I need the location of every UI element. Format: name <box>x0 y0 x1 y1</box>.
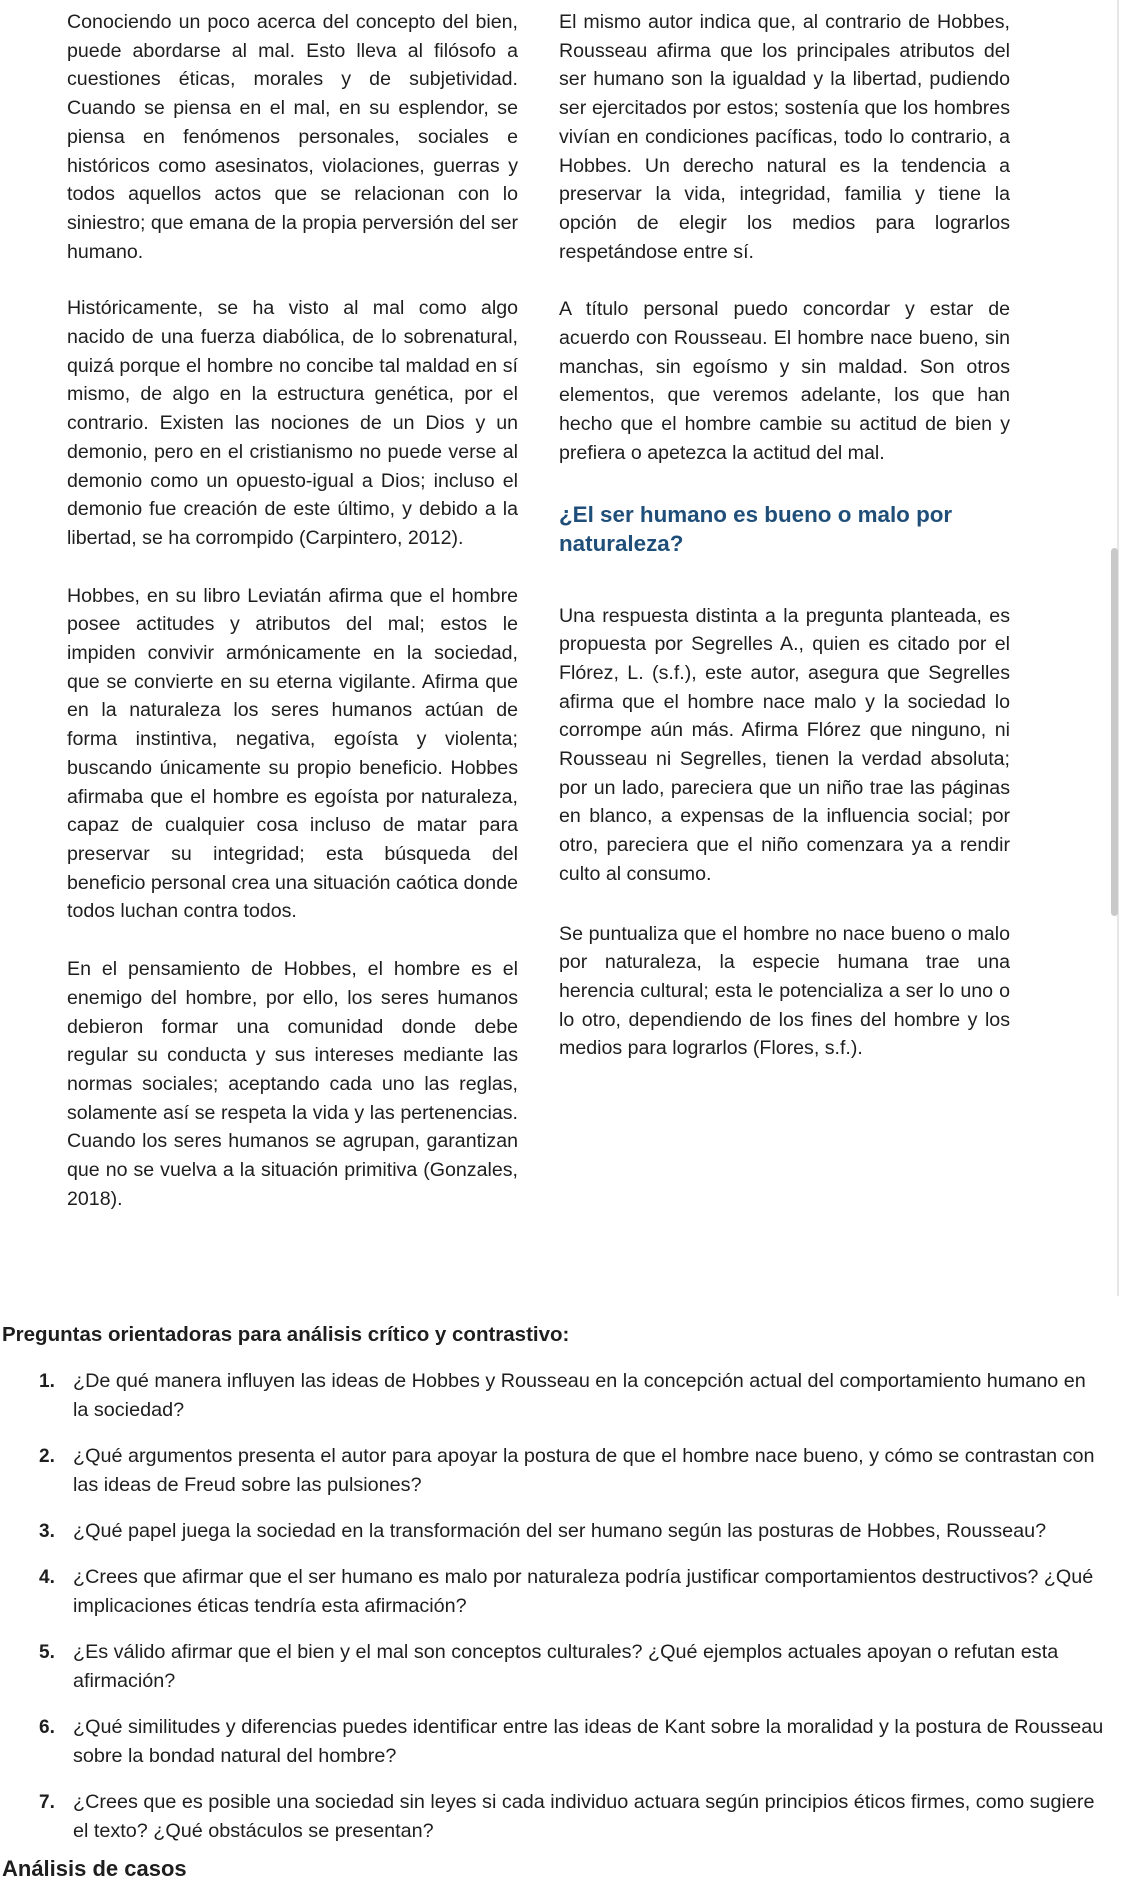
questions-section <box>0 1320 1110 1863</box>
item-text: ¿Qué papel juega la sociedad en la transformación del ser humano según las posturas de Hobbes, Rousseau? <box>73 1520 1047 1542</box>
paragraph: Se puntualiza que el hombre no nace bueno o malo por naturaleza, la especie humana trae una herencia cultural; esta le potencializa a ser lo uno o lo otro, dependiendo de los fines del hombre y los medios para lograrlos (Flores, s.f.). <box>559 922 1010 1060</box>
list-item <box>0 1713 1110 1771</box>
paragraph: Históricamente, se ha visto al mal como algo nacido de una fuerza diabólica, de lo sobrenatural, quizá porque el hombre no concibe tal maldad en sí mismo, de algo en la estructura genética, por el contrario. Existen las nociones de un Dios y un demonio, pero en el cristianismo no puede verse al demonio como un opuesto-igual a Dios; incluso el demonio fue creación de este último, y debido a la libertad, se ha corrompido (Carpintero, 2012). <box>67 297 518 549</box>
item-number: 1. <box>39 1371 55 1392</box>
item-text: ¿Crees que afirmar que el ser humano es malo por naturaleza podría justificar comportamientos destructivos? ¿Qué implicaciones éticas tendría esta afirmación? <box>73 1566 1094 1617</box>
item-number: 7. <box>39 1792 55 1813</box>
paragraph: El mismo autor indica que, al contrario de Hobbes, Rousseau afirma que los principales atributos del ser humano son la igualdad y la libertad, pudiendo ser ejercitados por estos; sostenía que los hombres vivían en condiciones pacíficas, todo lo contrario, a Hobbes. Un derecho natural es la tendencia a preservar la vida, integridad, familia y tiene la opción de elegir los medios para lograrlos respetándose entre sí. <box>559 11 1010 263</box>
list-item <box>0 1367 1110 1425</box>
questions-list <box>0 1367 1110 1846</box>
item-text: ¿Qué similitudes y diferencias puedes identificar entre las ideas de Kant sobre la moralidad y la postura de Rousseau sobre la bondad natural del hombre? <box>73 1716 1104 1767</box>
item-number: 3. <box>39 1521 55 1542</box>
cutoff-heading: Análisis de casos <box>2 1856 187 1881</box>
item-text: ¿De qué manera influyen las ideas de Hobbes y Rousseau en la concepción actual del comportamiento humano en la sociedad? <box>73 1370 1086 1421</box>
paragraph: Hobbes, en su libro Leviatán afirma que el hombre posee actitudes y atributos del mal; estos le impiden convivir armónicamente en la sociedad, que se convierte en su eterna vigilante. Afirma que en la naturaleza los seres humanos actúan de forma instintiva, negativa, egoísta y violenta; buscando únicamente su propio beneficio. Hobbes afirmaba que el hombre es egoísta por naturaleza, capaz de cualquier cosa incluso de matar para preservar su integridad; esta búsqueda del beneficio personal crea una situación caótica donde todos luchan contra todos. <box>67 584 518 923</box>
item-text: ¿Crees que es posible una sociedad sin leyes si cada individuo actuara según principios éticos firmes, como sugiere el texto? ¿Qué obstáculos se presentan? <box>73 1791 1095 1842</box>
paragraph: Una respuesta distinta a la pregunta planteada, es propuesta por Segrelles A., quien es citado por el Flórez, L. (s.f.), este autor, asegura que Segrelles afirma que el hombre nace malo y la sociedad lo corrompe aún más. Afirma Flórez que ninguno, ni Rousseau ni Segrelles, tienen la verdad absoluta; por un lado, pareciera que un niño trae las páginas en blanco, a expensas de la influencia social; por otro, pareciera que el niño comenzara ya a rendir culto al consumo. <box>559 604 1010 885</box>
paragraph: En el pensamiento de Hobbes, el hombre es el enemigo del hombre, por ello, los seres humanos debieron formar una comunidad donde debe regular su conducta y sus intereses mediante las normas sociales; aceptando cada uno las reglas, solamente así se respeta la vida y las pertenencias. Cuando los seres humanos se agrupan, garantizan que no se vuelva a la situación primitiva (Gonzales, 2018). <box>67 958 518 1210</box>
paragraph: A título personal puedo concordar y estar de acuerdo con Rousseau. El hombre nace bueno, sin manchas, sin egoísmo y sin maldad. Son otros elementos, que veremos adelante, los que han hecho que el hombre cambie su actitud de bien y prefiera o apetezca la actitud del mal. <box>559 298 1010 464</box>
paragraph: Conociendo un poco acerca del concepto del bien, puede abordarse al mal. Esto lleva al filósofo a cuestiones éticas, morales y de subjetividad. Cuando se piensa en el mal, en su esplendor, se piensa en fenómenos personales, sociales e históricos como asesinatos, violaciones, guerras y todos aquellos actos que se relacionan con lo siniestro; que emana de la propia perversión del ser humano. <box>67 11 518 263</box>
list-item <box>0 1563 1110 1621</box>
right-column <box>559 8 1010 1063</box>
item-number: 5. <box>39 1642 55 1663</box>
item-number: 4. <box>39 1567 55 1588</box>
item-text: ¿Es válido afirmar que el bien y el mal son conceptos culturales? ¿Qué ejemplos actuales apoyan o refutan esta afirmación? <box>73 1641 1059 1692</box>
questions-title: Preguntas orientadoras para análisis crítico y contrastivo: <box>2 1323 570 1346</box>
section-heading: ¿El ser humano es bueno o malo por naturaleza? <box>559 501 953 556</box>
scrollbar-thumb[interactable] <box>1111 548 1118 916</box>
list-item <box>0 1788 1110 1846</box>
left-column <box>67 8 518 1213</box>
item-text: ¿Qué argumentos presenta el autor para apoyar la postura de que el hombre nace bueno, y cómo se contrastan con las ideas de Freud sobre las pulsiones? <box>73 1445 1095 1496</box>
item-number: 6. <box>39 1717 55 1738</box>
list-item <box>0 1638 1110 1696</box>
list-item <box>0 1442 1110 1500</box>
item-number: 2. <box>39 1446 55 1467</box>
list-item <box>0 1517 1110 1546</box>
